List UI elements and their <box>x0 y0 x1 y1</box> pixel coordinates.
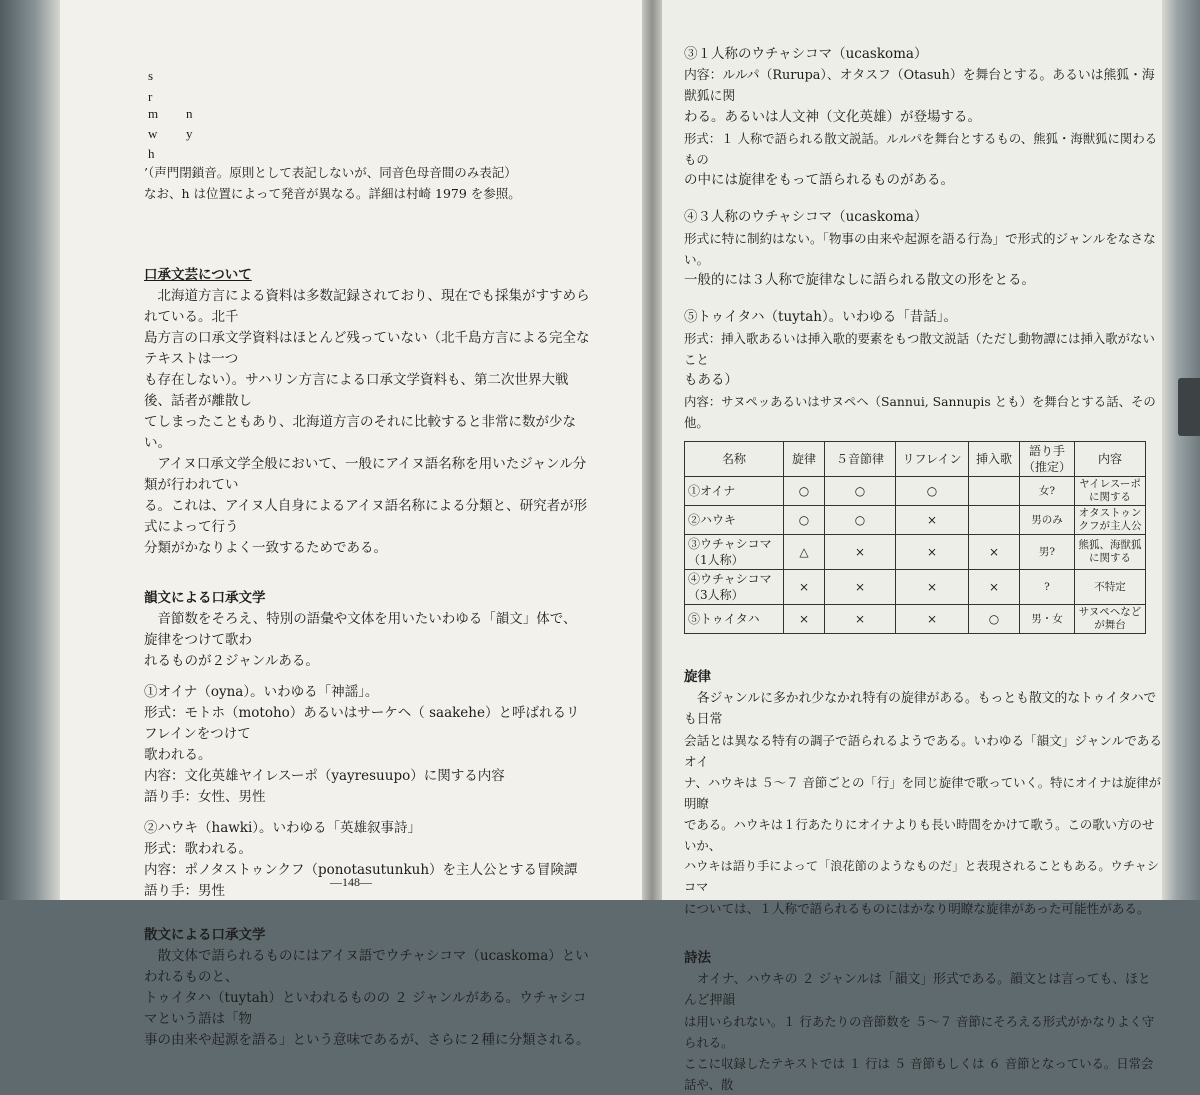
hawki-form: 形式：歌われる。 <box>144 841 252 857</box>
refrain-cell: ○ <box>896 477 969 506</box>
table-header: リフレイン <box>896 442 969 477</box>
hawki-content: 内容：ポノタストゥンクフ（ponotasutunkuh）を主人公とする冒険譚 <box>144 862 578 878</box>
book-gutter <box>642 0 662 900</box>
consonant: n <box>186 106 193 121</box>
verse-heading: 韻文による口承文学 <box>144 590 266 606</box>
narrator-cell: 男のみ <box>1020 506 1075 535</box>
consonant-chart <box>148 60 590 161</box>
narrator-cell: 女? <box>1020 477 1075 506</box>
consonant: m <box>148 106 159 121</box>
paragraph-line: は用いられない。１ 行あたりの音節数を ５〜７ 音節にそろえる形式がかなりよく守られる。 <box>684 1014 1155 1050</box>
content-cell: ヤイレスーポに関する <box>1075 477 1146 506</box>
paragraph-line: も存在しない）。サハリン方言による口承文学資料も、第二次世界大戦後、話者が離散し <box>144 372 569 409</box>
paragraph-line: 分類がかなりよく一致するためである。 <box>144 540 387 556</box>
tuytah-title: ⑤トゥイタハ（tuytah）。いわゆる「昔話」。 <box>684 309 957 325</box>
song-cell: ○ <box>969 605 1020 634</box>
u4-form: 形式に特に制約はない。「物事の由来や起源を語る行為」で形式的ジャンルをなさない。 <box>684 231 1156 267</box>
paragraph-line: 事の由来や起源を語る」という意味であるが、さらに２種に分類される。 <box>144 1032 590 1048</box>
syllable-cell: × <box>825 605 896 634</box>
paragraph-line: 各ジャンルに多かれ少なかれ特有の旋律がある。もっとも散文的なトゥイタハでも日常 <box>684 691 1157 727</box>
glottal-note: ’（声門閉鎖音。原則として表記しないが、同音色母音間のみ表記） <box>144 165 517 180</box>
right-page <box>662 0 1162 1092</box>
refrain-cell: × <box>896 506 969 535</box>
table-header-row <box>685 442 1146 477</box>
syllable-cell: × <box>825 535 896 570</box>
song-cell <box>969 506 1020 535</box>
paragraph-line: る。これは、アイヌ人自身によるアイヌ語名称による分類と、研究者が形式によって行う <box>144 498 588 535</box>
paragraph-line: 会話とは異なる特有の調子で語られるようである。いわゆる「韻文」ジャンルであるオイ <box>684 733 1162 769</box>
melody-heading: 旋律 <box>684 669 711 685</box>
song-cell <box>969 477 1020 506</box>
tuytah-content: 内容：サヌペッあるいはサヌペヘ（Sannui, Sannupis とも）を舞台とする話、その他。 <box>684 394 1156 430</box>
hawki-title: ②ハウキ（hawki）。いわゆる「英雄叙事詩」 <box>144 820 422 836</box>
paragraph-line: 音節数をそろえ、特別の語彙や文体を用いたいわゆる「韻文」体で、旋律をつけて歌わ <box>144 611 577 648</box>
melody-cell: △ <box>784 535 825 570</box>
paragraph-line: ここに収録したテキストでは １ 行は ５ 音節もしくは ６ 音節となっている。日常会話や、散 <box>684 1056 1154 1092</box>
u3-form: の中には旋律をもって語られるものがある。 <box>684 172 954 188</box>
table-row <box>685 477 1146 506</box>
table-row <box>685 506 1146 535</box>
narrator-cell: ? <box>1020 570 1075 605</box>
genre-name: ①オイナ <box>685 477 784 506</box>
oyna-form: 形式：モトホ（motoho）あるいはサーケヘ（ saakehe）と呼ばれるリフレインをつけて <box>144 705 580 742</box>
table-header: 旋律 <box>784 442 825 477</box>
paragraph-line: ハウキは語り手によって「浪花節のようなものだ」と表現されることもある。ウチャシコマ <box>684 859 1159 894</box>
syllable-cell: ○ <box>825 477 896 506</box>
hawki-narrator: 語り手：男性 <box>144 883 225 899</box>
syllable-cell: ○ <box>825 506 896 535</box>
h-note: なお、h は位置によって発音が異なる。詳細は村崎 1979 を参照。 <box>144 186 521 201</box>
melody-cell: × <box>784 605 825 634</box>
song-cell: × <box>969 570 1020 605</box>
refrain-cell: × <box>896 535 969 570</box>
u4-form: 一般的には３人称で旋律なしに語られる散文の形をとる。 <box>684 272 1035 288</box>
table-row <box>685 605 1146 634</box>
consonant: s <box>148 68 154 83</box>
paragraph-line: 島方言の口承文学資料はほとんど残っていない（北千島方言による完全なテキストは一つ <box>144 330 590 367</box>
page-number: —148— <box>330 875 372 889</box>
u4-title: ④３人称のウチャシコマ（ucaskoma） <box>684 209 928 225</box>
paragraph-line: である。ハウキは１行あたりにオイナよりも長い時間をかけて歌う。この歌い方のせいか、 <box>684 817 1155 853</box>
narrator-cell: 男・女 <box>1020 605 1075 634</box>
prose-heading: 散文による口承文学 <box>144 927 266 943</box>
consonant: r <box>148 89 153 104</box>
refrain-cell: × <box>896 605 969 634</box>
narrator-cell: 男? <box>1020 535 1075 570</box>
oyna-form: 歌われる。 <box>144 747 212 763</box>
u3-title: ③１人称のウチャシコマ（ucaskoma） <box>684 46 928 62</box>
book-right-edge <box>1162 0 1200 900</box>
paragraph-line: トゥイタハ（tuytah）といわれるものの ２ ジャンルがある。ウチャシコマという語は「物 <box>144 990 587 1027</box>
u3-content: わる。あるいは人文神（文化英雄）が登場する。 <box>684 109 981 125</box>
table-header: 名称 <box>685 442 784 477</box>
table-header: 語り手（推定） <box>1020 442 1075 477</box>
genre-table <box>684 441 1146 634</box>
content-cell: 熊狐、海獣狐に関する <box>1075 535 1146 570</box>
paragraph-line: アイヌ口承文学全般において、一般にアイヌ語名称を用いたジャンル分類が行われてい <box>144 456 587 493</box>
genre-name: ②ハウキ <box>685 506 784 535</box>
melody-cell: × <box>784 570 825 605</box>
oral-literature-heading: 口承文芸について <box>144 267 252 283</box>
paragraph-line: 散文体で語られるものにはアイヌ語でウチャシコマ（ucaskoma）といわれるものと、 <box>144 948 589 985</box>
u3-content: 内容：ルルパ（Rurupa）、オタスフ（Otasuh）を舞台とする。あるいは熊狐・海獣狐に関 <box>684 68 1155 104</box>
refrain-cell: × <box>896 570 969 605</box>
genre-name: ④ウチャシコマ（3人称） <box>685 570 784 605</box>
oyna-narrator: 語り手：女性、男性 <box>144 789 266 805</box>
genre-name: ⑤トゥイタハ <box>685 605 784 634</box>
paragraph-line: については、１人称で語られるものにはかなり明瞭な旋律があった可能性がある。 <box>684 901 1150 916</box>
u3-form: 形式：１ 人称で語られる散文説話。ルルパを舞台とするもの、熊狐・海獣狐に関わるもの <box>684 131 1158 167</box>
book-left-edge <box>0 0 60 900</box>
oyna-title: ①オイナ（oyna）。いわゆる「神謡」。 <box>144 684 379 700</box>
syllable-cell: × <box>825 570 896 605</box>
paragraph-line: れるものが２ジャンルある。 <box>144 653 319 669</box>
tuytah-form: 形式：挿入歌あるいは挿入歌的要素をもつ散文説話（ただし動物譚には挿入歌がないこと <box>684 331 1155 367</box>
poetics-heading: 詩法 <box>684 950 711 966</box>
content-cell: オタストゥンクフが主人公 <box>1075 506 1146 535</box>
paragraph-line: てしまったこともあり、北海道方言のそれに比較すると非常に数が少ない。 <box>144 414 576 451</box>
table-row <box>685 535 1146 570</box>
genre-name: ③ウチャシコマ（1人称） <box>685 535 784 570</box>
consonant: y <box>186 126 193 141</box>
melody-cell: ○ <box>784 477 825 506</box>
left-page <box>60 0 642 1048</box>
paragraph-line: オイナ、ハウキの ２ ジャンルは「韻文」形式である。韻文とは言っても、ほとんど押韻 <box>684 972 1151 1008</box>
table-header: 内容 <box>1075 442 1146 477</box>
melody-cell: ○ <box>784 506 825 535</box>
consonant: h <box>148 146 155 161</box>
bookmark-tab <box>1178 378 1200 436</box>
tuytah-form: もある） <box>684 372 738 388</box>
oyna-content: 内容：文化英雄ヤイレスーポ（yayresuupo）に関する内容 <box>144 768 505 784</box>
song-cell: × <box>969 535 1020 570</box>
content-cell: サヌペヘなどが舞台 <box>1075 605 1146 634</box>
table-header: 挿入歌 <box>969 442 1020 477</box>
consonant: w <box>148 126 158 141</box>
table-header: ５音節律 <box>825 442 896 477</box>
paragraph-line: 北海道方言による資料は多数記録されており、現在でも採集がすすめられている。北千 <box>144 288 590 325</box>
paragraph-line: ナ、ハウキは ５〜７ 音節ごとの「行」を同じ旋律で歌っていく。特にオイナは旋律が明瞭 <box>684 775 1161 811</box>
table-row <box>685 570 1146 605</box>
content-cell: 不特定 <box>1075 570 1146 605</box>
